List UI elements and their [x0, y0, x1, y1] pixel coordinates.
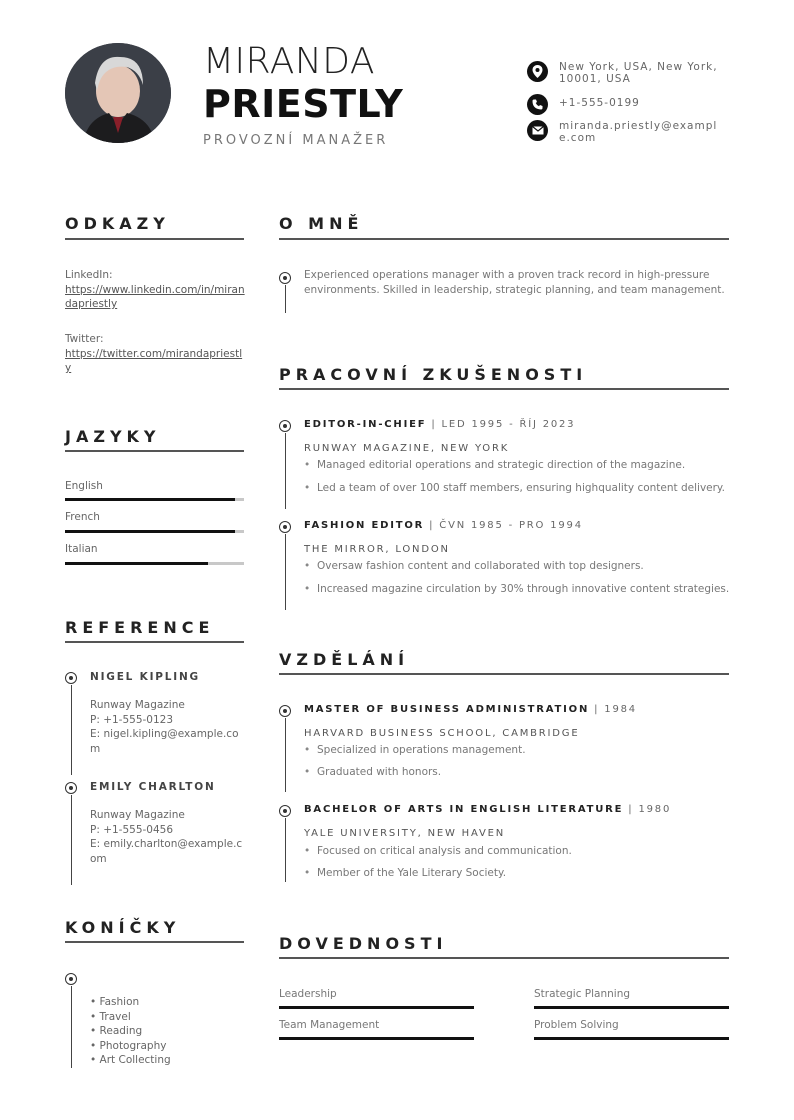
timeline-line [285, 718, 286, 792]
email-text: miranda.priestly@example.com [559, 120, 718, 144]
language-level-fill [65, 530, 235, 533]
education-degree: BACHELOR OF ARTS IN ENGLISH LITERATURE [304, 804, 624, 815]
education-year: | 1984 [589, 704, 637, 715]
language-name: Italian [65, 543, 98, 555]
education-heading [304, 704, 637, 715]
language-level-fill [65, 498, 235, 501]
bullet-text: Graduated with honors. [317, 766, 442, 778]
timeline-marker-icon [65, 672, 77, 684]
reference-email: E: emily.charlton@example.com [90, 838, 243, 865]
timeline-marker-icon [279, 521, 291, 533]
skill-name: Leadership [279, 988, 337, 1000]
education-bullet: • Member of the Yale Literary Society. [304, 867, 507, 879]
references-section-title: REFERENCE [65, 618, 215, 637]
hobby-item: • Photography [90, 1039, 167, 1052]
job-dates: | ČVN 1985 - PRO 1994 [424, 520, 583, 531]
reference-company: Runway Magazine [90, 699, 185, 711]
first-name: MIRANDA [203, 41, 376, 82]
phone-text: +1-555-0199 [559, 97, 640, 109]
timeline-marker-icon [65, 782, 77, 794]
hobby-item: • Art Collecting [90, 1054, 171, 1066]
section-divider [65, 641, 244, 643]
education-year: | 1980 [623, 804, 672, 815]
education-bullet: • Graduated with honors. [304, 766, 442, 778]
links-section-title: ODKAZY [65, 214, 170, 233]
job-company: RUNWAY MAGAZINE, NEW YORK [304, 443, 510, 454]
skill-level-bar [534, 1006, 729, 1009]
hobbies-list [90, 995, 171, 1068]
education-section-title: VZDĚLÁNÍ [279, 650, 410, 669]
section-divider [65, 941, 244, 943]
link-twitter [65, 332, 245, 376]
language-level-bar [65, 562, 244, 565]
job-bullet: • Led a team of over 100 staff members, ensuring highquality content delivery. [304, 482, 725, 494]
bullet-text: Member of the Yale Literary Society. [317, 867, 507, 879]
skill-name: Problem Solving [534, 1019, 619, 1031]
section-divider [279, 673, 729, 675]
skills-section-title: DOVEDNOSTI [279, 934, 448, 953]
bullet-text: Oversaw fashion content and collaborated with top designers. [317, 560, 644, 572]
job-heading [304, 520, 583, 531]
skill-name: Team Management [279, 1019, 380, 1031]
reference-phone: P: +1-555-0123 [90, 713, 174, 726]
education-degree: MASTER OF BUSINESS ADMINISTRATION [304, 704, 590, 715]
hobbies-section-title: KONÍČKY [65, 918, 181, 937]
timeline-marker-icon [279, 705, 291, 717]
languages-section-title: JAZYKY [65, 427, 161, 446]
bullet-text: Increased magazine circulation by 30% through innovative content strategies. [317, 583, 730, 595]
contact-email [527, 120, 729, 144]
profile-photo [65, 43, 171, 143]
language-level-bar [65, 498, 244, 501]
bullet-text: Focused on critical analysis and communication. [317, 845, 572, 857]
timeline-marker-icon [65, 973, 77, 985]
experience-section-title: PRACOVNÍ ZKUŠENOSTI [279, 365, 588, 384]
language-name: French [65, 511, 100, 523]
job-bullet: • Managed editorial operations and strategic direction of the magazine. [304, 459, 686, 471]
resume-header [0, 0, 794, 180]
location-pin-icon [527, 61, 548, 82]
section-divider [65, 238, 244, 240]
language-level-fill [65, 562, 208, 565]
timeline-marker-icon [279, 805, 291, 817]
hobby-item: • Fashion [90, 996, 140, 1008]
reference-details [90, 698, 245, 756]
skill-level-bar [279, 1037, 474, 1040]
address-text: New York, USA, New York, 10001, USA [559, 61, 718, 85]
education-school: HARVARD BUSINESS SCHOOL, CAMBRIDGE [304, 728, 580, 739]
linkedin-link[interactable]: https://www.linkedin.com/in/mirandapriestly [65, 283, 245, 310]
education-school: YALE UNIVERSITY, NEW HAVEN [304, 828, 505, 839]
job-heading [304, 419, 575, 430]
hobby-item: • Travel [90, 1010, 131, 1023]
about-section-title: O MNĚ [279, 214, 364, 233]
reference-company: Runway Magazine [90, 809, 185, 821]
job-title: PROVOZNÍ MANAŽER [203, 133, 389, 148]
contact-address [527, 61, 729, 85]
reference-details [90, 808, 245, 866]
bullet-text: Specialized in operations management. [317, 744, 526, 756]
bullet-text: Led a team of over 100 staff members, ensuring highquality content delivery. [317, 482, 725, 494]
section-divider [279, 957, 729, 959]
skill-level-bar [534, 1037, 729, 1040]
link-label: LinkedIn: [65, 269, 113, 281]
timeline-line [71, 685, 72, 775]
education-bullet: • Focused on critical analysis and communication. [304, 845, 572, 857]
last-name: PRIESTLY [203, 82, 404, 126]
timeline-line [71, 986, 72, 1068]
timeline-line [285, 433, 286, 509]
timeline-line [71, 795, 72, 885]
skill-name: Strategic Planning [534, 988, 631, 1000]
job-dates: | LED 1995 - ŘÍJ 2023 [426, 419, 576, 430]
language-name: English [65, 480, 103, 492]
education-heading [304, 804, 671, 815]
job-role: EDITOR-IN-CHIEF [304, 419, 427, 430]
timeline-line [285, 285, 286, 313]
phone-icon [527, 94, 548, 115]
job-bullet: • Oversaw fashion content and collaborated with top designers. [304, 560, 644, 572]
skill-level-bar [279, 1006, 474, 1009]
job-role: FASHION EDITOR [304, 520, 425, 531]
contact-phone [527, 94, 729, 115]
job-company: THE MIRROR, LONDON [304, 544, 450, 555]
reference-email: E: nigel.kipling@example.com [90, 728, 239, 755]
language-level-bar [65, 530, 244, 533]
envelope-icon [527, 120, 548, 141]
job-bullet: • Increased magazine circulation by 30% through innovative content strategies. [304, 583, 730, 595]
reference-name: EMILY CHARLTON [90, 781, 216, 793]
link-linkedin [65, 268, 245, 312]
timeline-line [285, 534, 286, 610]
timeline-line [285, 818, 286, 882]
section-divider [279, 388, 729, 390]
hobby-item: • Reading [90, 1025, 143, 1037]
link-label: Twitter: [65, 333, 104, 345]
section-divider [279, 238, 729, 240]
section-divider [65, 450, 244, 452]
timeline-marker-icon [279, 272, 291, 284]
reference-name: NIGEL KIPLING [90, 671, 200, 683]
reference-phone: P: +1-555-0456 [90, 823, 174, 836]
bullet-text: Managed editorial operations and strategic direction of the magazine. [317, 459, 686, 471]
education-bullet: • Specialized in operations management. [304, 744, 526, 756]
twitter-link[interactable]: https://twitter.com/mirandapriestly [65, 347, 243, 374]
about-text: Experienced operations manager with a proven track record in high-pressure environments. Skilled in leadership, strategic planning, and team management. [304, 269, 725, 296]
timeline-marker-icon [279, 420, 291, 432]
